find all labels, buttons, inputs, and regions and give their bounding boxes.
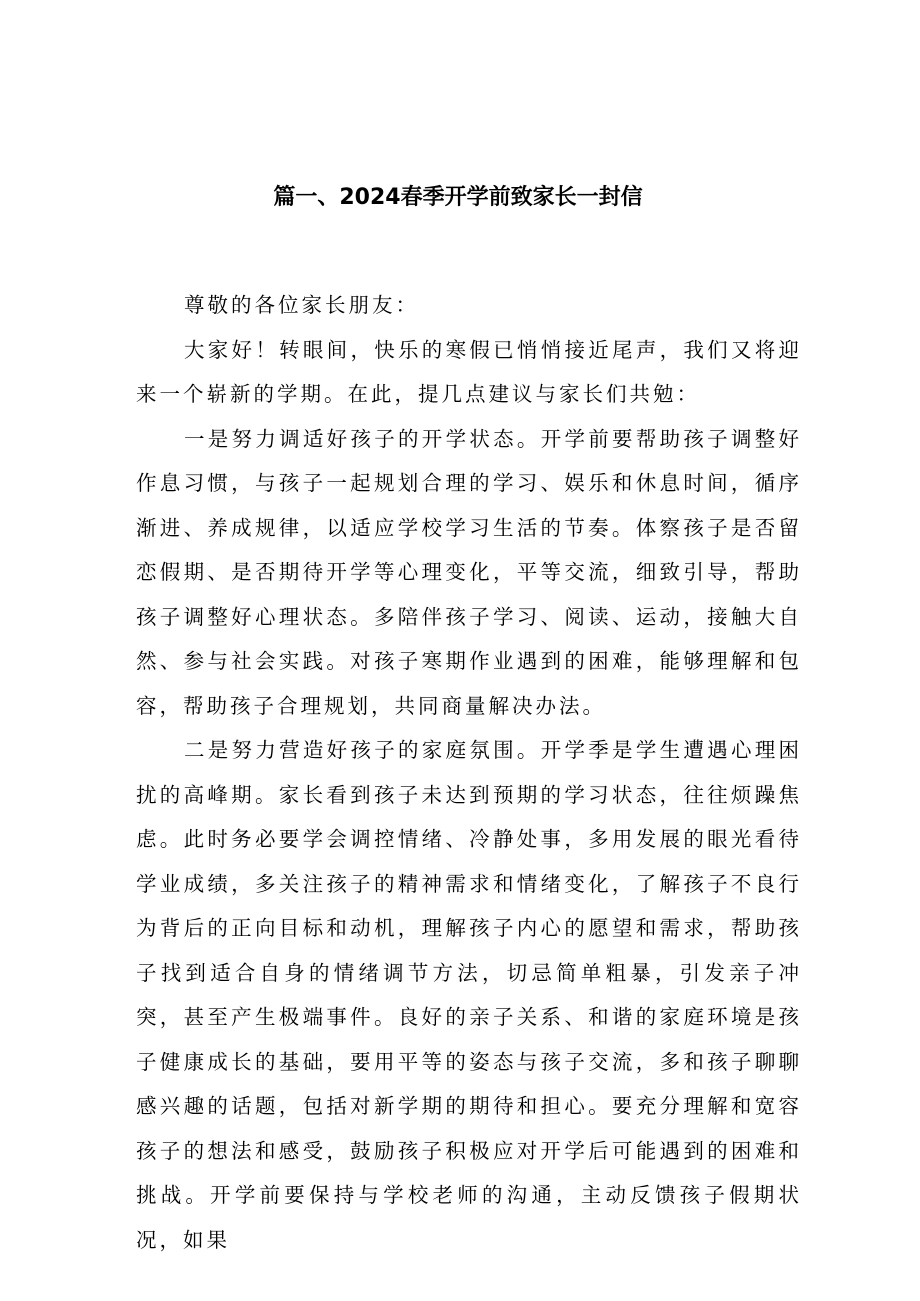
salutation: 尊敬的各位家长朋友：: [184, 293, 419, 317]
paragraph-greeting: 大家好！转眼间，快乐的寒假已悄悄接近尾声，我们又将迎来一个崭新的学期。在此，提几点建议与家长们共勉：: [136, 337, 802, 406]
paragraph-point-one: 一是努力调适好孩子的开学状态。开学前要帮助孩子调整好作息习惯，与孩子一起规划合理的学习、娱乐和休息时间，循序渐进、养成规律，以适应学校学习生活的节奏。体察孩子是否留恋假期、是否期待开学等心理变化，平等交流，细致引导，帮助孩子调整好心理状态。多陪伴孩子学习、阅读、运动，接触大自然、参与社会实践。对孩子寒期作业遇到的困难，能够理解和包容，帮助孩子合理规划，共同商量解决办法。: [136, 426, 802, 718]
document-title: 篇一、2024春季开学前致家长一封信: [273, 185, 643, 210]
paragraph-point-two: 二是努力营造好孩子的家庭氛围。开学季是学生遭遇心理困扰的高峰期。家长看到孩子未达到预期的学习状态，往往烦躁焦虑。此时务必要学会调控情绪、冷静处事，多用发展的眼光看待学业成绩，多关注孩子的精神需求和情绪变化，了解孩子不良行为背后的正向目标和动机，理解孩子内心的愿望和需求，帮助孩子找到适合自身的情绪调节方法，切忌简单粗暴，引发亲子冲突，甚至产生极端事件。良好的亲子关系、和谐的家庭环境是孩子健康成长的基础，要用平等的姿态与孩子交流，多和孩子聊聊感兴趣的话题，包括对新学期的期待和担心。要充分理解和宽容孩子的想法和感受，鼓励孩子积极应对开学后可能遇到的困难和挑战。开学前要保持与学校老师的沟通，主动反馈孩子假期状况，如果: [136, 738, 802, 1252]
document-body: [136, 283, 802, 1262]
